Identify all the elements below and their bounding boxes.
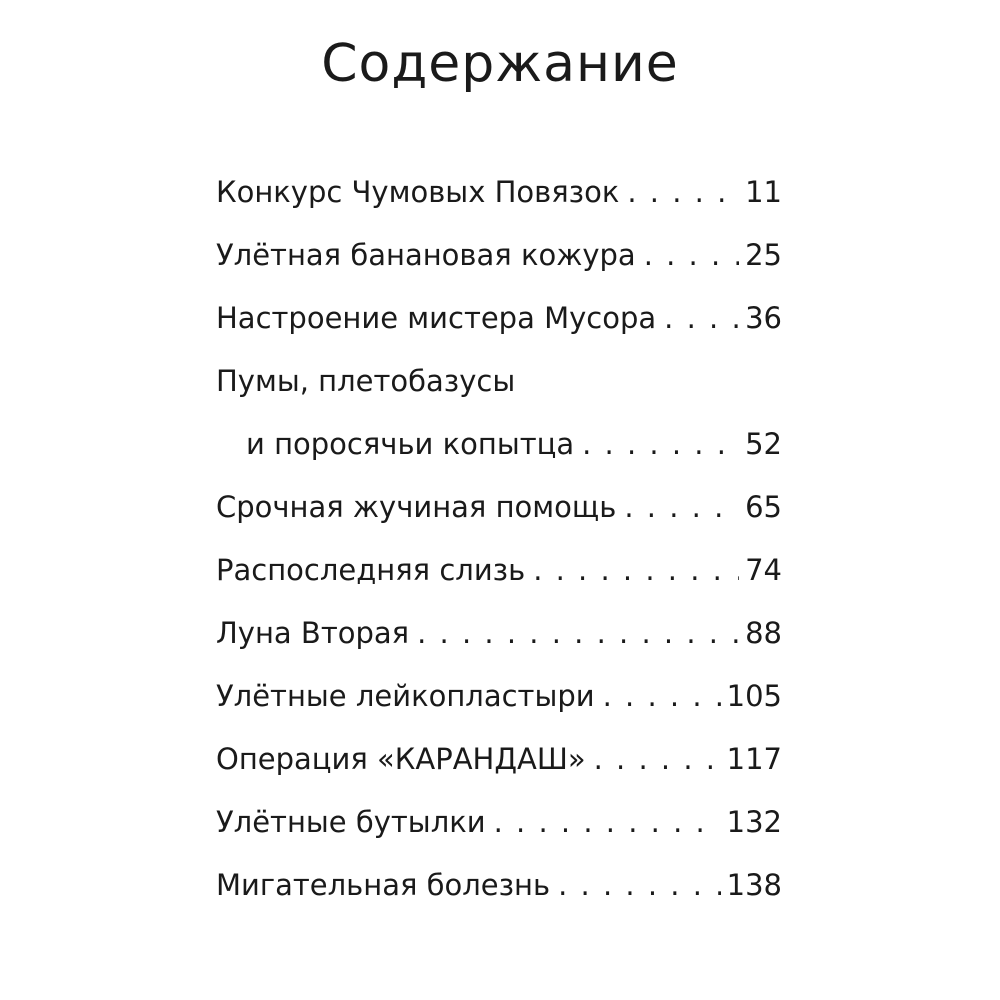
toc-entry[interactable] [216,176,782,208]
dot-leader [594,743,721,775]
toc-entry-label: Улётная банановая кожура [216,238,636,272]
dot-leader [624,491,739,523]
toc-entry-label: Улётные бутылки [216,805,486,839]
dot-leader [533,554,739,586]
toc-entry-label: Срочная жучиная помощь [216,490,617,524]
toc-entry-label-line1: Пумы, плетобазусы [216,364,516,398]
toc-entry-page: 11 [745,175,782,209]
toc-entry-page: 88 [745,616,782,650]
toc-entry-label: Настроение мистера Мусора [216,301,657,335]
dot-leader [603,680,721,712]
page-title: Содержание [321,34,679,94]
toc-entry-label: Мигательная болезнь [216,868,551,902]
toc-entry-label: Луна Вторая [216,616,410,650]
toc-entry-page: 74 [745,553,782,587]
toc-entry-page: 36 [745,301,782,335]
toc-entry[interactable] [216,302,782,334]
toc-entry-label-line2: и поросячьи копытца [246,427,575,461]
toc-entry-label: Распоследняя слизь [216,553,526,587]
toc-entry-label: Улётные лейкопластыри [216,679,595,713]
dot-leader [627,176,739,208]
table-of-contents [216,176,782,932]
toc-entry-page: 117 [726,742,782,776]
dot-leader [558,869,721,901]
toc-entry[interactable] [216,365,782,460]
toc-entry[interactable] [216,617,782,649]
toc-entry-page: 52 [745,427,782,461]
toc-entry-page: 25 [745,238,782,272]
toc-entry[interactable] [216,743,782,775]
dot-leader [582,428,739,460]
dot-leader [664,302,739,334]
toc-entry[interactable] [216,680,782,712]
toc-entry[interactable] [216,491,782,523]
toc-entry[interactable] [216,869,782,901]
toc-entry-page: 138 [726,868,782,902]
toc-entry[interactable] [216,806,782,838]
toc-entry[interactable] [216,239,782,271]
dot-leader [494,806,721,838]
toc-entry-page: 132 [726,805,782,839]
dot-leader [644,239,739,271]
toc-entry-page: 65 [745,490,782,524]
dot-leader [417,617,739,649]
toc-entry-label: Операция «КАРАНДАШ» [216,742,586,776]
toc-entry[interactable] [216,554,782,586]
toc-entry-label: Конкурс Чумовых Повязок [216,175,620,209]
toc-entry-page: 105 [726,679,782,713]
